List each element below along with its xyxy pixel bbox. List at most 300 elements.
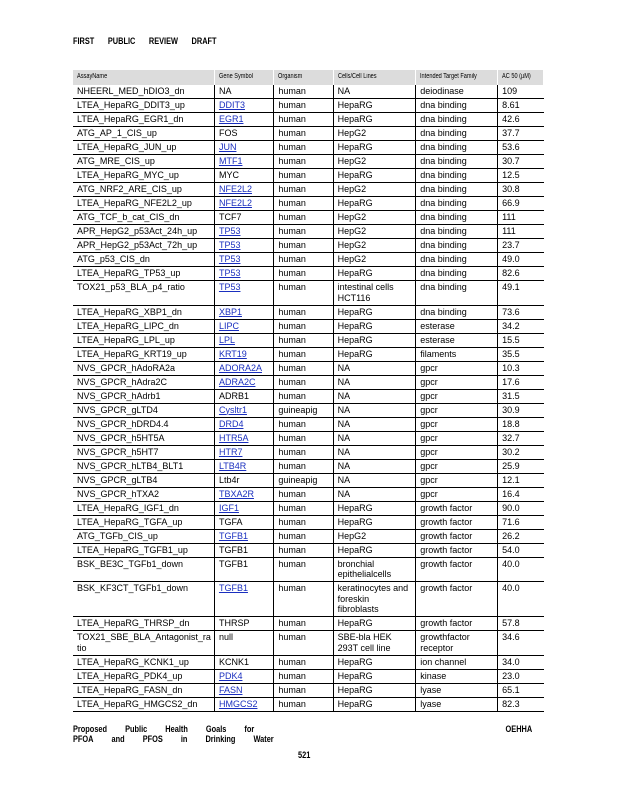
cell-gene-symbol[interactable]: TP53: [218, 240, 241, 250]
cell-gene-symbol[interactable]: TP53: [218, 226, 241, 236]
cell-assay-name: LTEA_HepaRG_LPL_up: [77, 334, 175, 345]
cell-target-family: dna binding: [420, 226, 467, 236]
cell-ac50: 12.1: [502, 474, 520, 485]
cell-gene-symbol[interactable]: DRD4: [218, 418, 244, 429]
cell-ac50: 16.4: [502, 488, 520, 499]
table-row: [73, 253, 544, 267]
cell-organism: human: [278, 446, 306, 457]
cell-gene-symbol[interactable]: MTF1: [218, 156, 243, 166]
col-ac50: AC 50 (µM): [498, 70, 544, 85]
cell-target-family: dna binding: [420, 240, 467, 250]
draft-header: [73, 36, 228, 46]
cell-target-family: dna binding: [420, 254, 467, 264]
cell-organism: human: [278, 530, 306, 541]
table-row: [73, 543, 544, 557]
cell-gene-symbol[interactable]: NFE2L2: [218, 184, 252, 194]
cell-assay-name: LTEA_HepaRG_TGFA_up: [77, 516, 183, 527]
cell-gene-symbol[interactable]: DDIT3: [218, 100, 245, 110]
cell-cells: HepG2: [337, 156, 367, 166]
cell-cells: NA: [337, 474, 351, 485]
cell-organism: human: [278, 632, 306, 642]
cell-cells: HepaRG: [337, 334, 373, 345]
table-row: [73, 197, 544, 211]
cell-assay-name: NVS_GPCR_hTXA2: [77, 488, 160, 499]
table-row: [73, 183, 544, 197]
footer-title-line2: PFOA and PFOS in Drinking Water: [73, 734, 274, 744]
cell-cells: NA: [337, 460, 351, 471]
cell-target-family: growth factor: [420, 544, 473, 555]
cell-organism: human: [278, 184, 306, 194]
cell-gene-symbol[interactable]: TBXA2R: [218, 488, 254, 499]
assay-table: [73, 70, 544, 712]
cell-target-family: dna binding: [420, 170, 467, 180]
cell-cells: HepG2: [337, 240, 367, 250]
table-row: [73, 85, 544, 99]
cell-assay-name: LTEA_HepaRG_FASN_dn: [77, 684, 183, 695]
table-row: [73, 141, 544, 155]
cell-ac50: 53.6: [502, 142, 520, 152]
cell-ac50: 57.8: [502, 618, 520, 628]
cell-ac50: 31.5: [502, 390, 520, 401]
cell-cells: bronchial epithelialcells: [337, 558, 392, 579]
cell-ac50: 37.7: [502, 128, 520, 138]
table-row: [73, 211, 544, 225]
cell-organism: human: [278, 156, 306, 166]
cell-assay-name: BSK_KF3CT_TGFb1_down: [77, 583, 189, 593]
cell-organism: human: [278, 268, 306, 278]
cell-organism: human: [278, 128, 306, 138]
cell-target-family: deiodinase: [420, 86, 464, 96]
cell-ac50: 30.7: [502, 156, 520, 166]
cell-organism: human: [278, 306, 306, 317]
cell-ac50: 35.5: [502, 348, 520, 359]
cell-target-family: gpcr: [420, 446, 438, 457]
cell-ac50: 109: [502, 86, 518, 96]
page-number: 521: [298, 750, 311, 760]
cell-ac50: 34.0: [502, 656, 520, 667]
cell-assay-name: NVS_GPCR_hAdra2C: [77, 376, 168, 387]
cell-target-family: dna binding: [420, 198, 467, 208]
table-row: [73, 347, 544, 361]
cell-gene-symbol[interactable]: NFE2L2: [218, 198, 252, 208]
col-target-family: Intended Target Family: [416, 70, 498, 85]
cell-target-family: growth factor: [420, 502, 473, 513]
cell-target-family: growth factor: [420, 516, 473, 527]
cell-assay-name: LTEA_HepaRG_KCNK1_up: [77, 656, 189, 667]
cell-ac50: 8.61: [502, 100, 520, 110]
cell-target-family: dna binding: [420, 184, 467, 194]
cell-organism: human: [278, 390, 306, 401]
cell-assay-name: ATG_TGFb_CIS_up: [77, 530, 158, 541]
cell-assay-name: NVS_GPCR_hDRD4.4: [77, 418, 169, 429]
cell-organism: human: [278, 170, 306, 180]
cell-gene-symbol: Ltb4r: [218, 474, 240, 485]
cell-ac50: 65.1: [502, 684, 520, 695]
footer: [73, 724, 533, 744]
cell-organism: human: [278, 656, 306, 667]
cell-cells: HepaRG: [337, 618, 373, 628]
table-row: [73, 631, 544, 656]
cell-cells: NA: [337, 390, 351, 401]
cell-organism: guineapig: [278, 404, 318, 415]
cell-ac50: 12.5: [502, 170, 520, 180]
cell-target-family: dna binding: [420, 156, 467, 166]
cell-cells: HepaRG: [337, 268, 373, 278]
table-row: [73, 361, 544, 375]
cell-target-family: gpcr: [420, 362, 438, 373]
cell-gene-symbol[interactable]: HTR7: [218, 446, 243, 457]
cell-assay-name: NVS_GPCR_h5HT7: [77, 446, 159, 457]
cell-target-family: gpcr: [420, 474, 438, 485]
table-row: [73, 333, 544, 347]
table-row: [73, 99, 544, 113]
cell-assay-name: NVS_GPCR_h5HT5A: [77, 432, 165, 443]
cell-ac50: 49.0: [502, 254, 520, 264]
table-row: [73, 225, 544, 239]
table-row: [73, 557, 544, 582]
cell-ac50: 111: [502, 212, 516, 222]
cell-cells: NA: [337, 432, 351, 443]
table-row: [73, 305, 544, 319]
cell-target-family: dna binding: [420, 142, 467, 152]
cell-assay-name: TOX21_SBE_BLA_Antagonist_ratio: [77, 632, 211, 653]
cell-organism: human: [278, 684, 306, 695]
cell-assay-name: NVS_GPCR_gLTD4: [77, 404, 158, 415]
cell-organism: human: [278, 212, 306, 222]
cell-cells: NA: [337, 446, 351, 457]
table-row: [73, 487, 544, 501]
cell-organism: human: [278, 86, 306, 96]
cell-gene-symbol[interactable]: PDK4: [218, 670, 243, 681]
cell-organism: human: [278, 334, 306, 345]
cell-organism: human: [278, 362, 306, 373]
table-row: [73, 417, 544, 431]
cell-organism: human: [278, 240, 306, 250]
cell-organism: human: [278, 460, 306, 471]
cell-assay-name: LTEA_HepaRG_DDIT3_up: [77, 100, 185, 110]
table-row: [73, 617, 544, 631]
cell-target-family: esterase: [420, 334, 455, 345]
cell-gene-symbol[interactable]: ADORA2A: [218, 362, 262, 373]
cell-assay-name: LTEA_HepaRG_NFE2L2_up: [77, 198, 192, 208]
cell-cells: HepaRG: [337, 516, 373, 527]
cell-organism: human: [278, 488, 306, 499]
cell-cells: HepaRG: [337, 670, 373, 681]
table-row: [73, 501, 544, 515]
cell-gene-symbol[interactable]: Cysltr1: [218, 404, 247, 415]
table-body: [73, 85, 544, 711]
cell-ac50: 66.9: [502, 198, 520, 208]
cell-organism: human: [278, 670, 306, 681]
cell-ac50: 23.0: [502, 670, 520, 681]
cell-gene-symbol[interactable]: EGR1: [218, 114, 244, 124]
cell-gene-symbol: null: [218, 632, 233, 642]
cell-organism: human: [278, 698, 306, 709]
cell-assay-name: LTEA_HepaRG_EGR1_dn: [77, 114, 184, 124]
cell-target-family: gpcr: [420, 460, 438, 471]
cell-ac50: 54.0: [502, 544, 520, 555]
table-row: [73, 127, 544, 141]
cell-organism: human: [278, 100, 306, 110]
cell-target-family: lyase: [420, 698, 442, 709]
cell-assay-name: NVS_GPCR_hAdrb1: [77, 390, 161, 401]
cell-assay-name: ATG_MRE_CIS_up: [77, 156, 155, 166]
cell-assay-name: LTEA_HepaRG_IGF1_dn: [77, 502, 179, 513]
cell-assay-name: BSK_BE3C_TGFb1_down: [77, 558, 184, 569]
cell-ac50: 34.2: [502, 320, 520, 331]
cell-assay-name: TOX21_p53_BLA_p4_ratio: [77, 282, 185, 292]
table-row: [73, 669, 544, 683]
cell-cells: intestinal cells HCT116: [337, 282, 394, 303]
cell-cells: HepaRG: [337, 684, 373, 695]
table-row: [73, 515, 544, 529]
cell-ac50: 73.6: [502, 306, 520, 317]
cell-cells: HepaRG: [337, 100, 373, 110]
cell-assay-name: LTEA_HepaRG_TP53_up: [77, 268, 181, 278]
cell-cells: NA: [337, 376, 351, 387]
cell-ac50: 49.1: [502, 282, 520, 292]
cell-gene-symbol[interactable]: TP53: [218, 254, 241, 264]
header-word: REVIEW: [148, 36, 178, 46]
cell-organism: human: [278, 516, 306, 527]
cell-ac50: 10.3: [502, 362, 520, 373]
cell-cells: NA: [337, 362, 351, 373]
cell-ac50: 15.5: [502, 334, 520, 345]
cell-target-family: growth factor: [420, 583, 473, 593]
cell-gene-symbol[interactable]: TGFB1: [218, 530, 248, 541]
cell-assay-name: ATG_AP_1_CIS_up: [77, 128, 157, 138]
cell-ac50: 71.6: [502, 516, 520, 527]
cell-target-family: gpcr: [420, 432, 438, 443]
cell-ac50: 17.6: [502, 376, 520, 387]
table-row: [73, 445, 544, 459]
table-row: [73, 582, 544, 617]
table-row: [73, 239, 544, 253]
cell-gene-symbol[interactable]: TGFB1: [218, 583, 248, 593]
cell-ac50: 82.6: [502, 268, 520, 278]
cell-gene-symbol: MYC: [218, 170, 239, 180]
cell-gene-symbol[interactable]: IGF1: [218, 502, 239, 513]
cell-cells: SBE-bla HEK 293T cell line: [337, 632, 392, 653]
cell-gene-symbol[interactable]: HMGCS2: [218, 698, 258, 709]
cell-assay-name: ATG_NRF2_ARE_CIS_up: [77, 184, 182, 194]
footer-org: OEHHA: [505, 724, 533, 734]
cell-assay-name: ATG_TCF_b_cat_CIS_dn: [77, 212, 180, 222]
cell-cells: HepaRG: [337, 114, 373, 124]
cell-gene-symbol[interactable]: ADRA2C: [218, 376, 256, 387]
cell-organism: human: [278, 254, 306, 264]
cell-gene-symbol[interactable]: TP53: [218, 268, 241, 278]
cell-organism: human: [278, 320, 306, 331]
cell-cells: HepaRG: [337, 698, 373, 709]
cell-cells: NA: [337, 418, 351, 429]
cell-ac50: 26.2: [502, 530, 520, 541]
cell-gene-symbol: NA: [218, 86, 232, 96]
cell-assay-name: APR_HepG2_p53Act_24h_up: [77, 226, 198, 236]
cell-cells: HepG2: [337, 254, 367, 264]
table-row: [73, 459, 544, 473]
col-cells: Cells/Cell Lines: [333, 70, 416, 85]
cell-gene-symbol: ADRB1: [218, 390, 249, 401]
cell-gene-symbol[interactable]: LPL: [218, 334, 235, 345]
cell-target-family: growth factor: [420, 530, 473, 541]
table-row: [73, 319, 544, 333]
cell-assay-name: ATG_p53_CIS_dn: [77, 254, 150, 264]
cell-cells: NA: [337, 404, 351, 415]
cell-target-family: kinase: [420, 670, 447, 681]
table-row: [73, 683, 544, 697]
table-row: [73, 113, 544, 127]
cell-target-family: esterase: [420, 320, 455, 331]
cell-cells: HepG2: [337, 128, 367, 138]
cell-assay-name: LTEA_HepaRG_THRSP_dn: [77, 618, 190, 628]
cell-ac50: 25.9: [502, 460, 520, 471]
cell-organism: human: [278, 558, 306, 569]
cell-assay-name: NHEERL_MED_hDIO3_dn: [77, 86, 185, 96]
cell-gene-symbol: TGFB1: [218, 544, 248, 555]
table-row: [73, 431, 544, 445]
cell-assay-name: LTEA_HepaRG_XBP1_dn: [77, 306, 182, 317]
cell-target-family: gpcr: [420, 404, 438, 415]
cell-assay-name: NVS_GPCR_hAdoRA2a: [77, 362, 176, 373]
cell-gene-symbol: TGFB1: [218, 558, 248, 569]
header-word: PUBLIC: [107, 36, 136, 46]
cell-cells: HepaRG: [337, 544, 373, 555]
cell-cells: HepaRG: [337, 348, 373, 359]
cell-target-family: growth factor: [420, 618, 473, 628]
cell-cells: HepaRG: [337, 320, 373, 331]
cell-assay-name: LTEA_HepaRG_TGFB1_up: [77, 544, 188, 555]
table-row: [73, 267, 544, 281]
cell-organism: human: [278, 418, 306, 429]
cell-target-family: dna binding: [420, 128, 467, 138]
cell-cells: HepaRG: [337, 198, 373, 208]
cell-target-family: gpcr: [420, 376, 438, 387]
table-row: [73, 389, 544, 403]
cell-cells: NA: [337, 86, 351, 96]
col-gene-symbol: Gene Symbol: [214, 70, 273, 85]
cell-gene-symbol[interactable]: TP53: [218, 282, 241, 292]
cell-ac50: 23.7: [502, 240, 520, 250]
cell-gene-symbol: KCNK1: [218, 656, 249, 667]
col-assay-name: AssayName: [73, 70, 214, 85]
header-word: DRAFT: [191, 36, 217, 46]
cell-target-family: gpcr: [420, 418, 438, 429]
header-word: FIRST: [73, 36, 95, 46]
cell-organism: human: [278, 618, 306, 628]
cell-cells: HepaRG: [337, 656, 373, 667]
cell-ac50: 30.9: [502, 404, 520, 415]
cell-target-family: gpcr: [420, 390, 438, 401]
cell-cells: keratinocytes and foreskin fibroblasts: [337, 583, 409, 614]
cell-organism: human: [278, 226, 306, 236]
cell-organism: guineapig: [278, 474, 318, 485]
cell-gene-symbol: FOS: [218, 128, 238, 138]
cell-organism: human: [278, 432, 306, 443]
cell-gene-symbol[interactable]: XBP1: [218, 306, 242, 317]
cell-cells: HepG2: [337, 226, 367, 236]
cell-organism: human: [278, 348, 306, 359]
cell-target-family: filaments: [420, 348, 457, 359]
cell-cells: HepaRG: [337, 502, 373, 513]
cell-gene-symbol[interactable]: JUN: [218, 142, 237, 152]
cell-target-family: dna binding: [420, 282, 467, 292]
table-header-row: [73, 70, 544, 85]
cell-ac50: 18.8: [502, 418, 520, 429]
cell-assay-name: LTEA_HepaRG_LIPC_dn: [77, 320, 179, 331]
table-row: [73, 375, 544, 389]
cell-assay-name: NVS_GPCR_hLTB4_BLT1: [77, 460, 184, 471]
cell-target-family: lyase: [420, 684, 442, 695]
cell-cells: HepG2: [337, 530, 367, 541]
cell-gene-symbol[interactable]: LIPC: [218, 320, 239, 331]
cell-cells: NA: [337, 488, 351, 499]
cell-ac50: 82.3: [502, 698, 520, 709]
cell-target-family: dna binding: [420, 268, 467, 278]
table-row: [73, 155, 544, 169]
cell-ac50: 30.2: [502, 446, 520, 457]
cell-assay-name: LTEA_HepaRG_HMGCS2_dn: [77, 698, 198, 709]
cell-organism: human: [278, 583, 306, 593]
cell-organism: human: [278, 376, 306, 387]
cell-gene-symbol: THRSP: [218, 618, 250, 628]
cell-target-family: ion channel: [420, 656, 467, 667]
cell-cells: HepaRG: [337, 142, 373, 152]
cell-cells: HepG2: [337, 212, 367, 222]
cell-assay-name: LTEA_HepaRG_MYC_up: [77, 170, 179, 180]
cell-cells: HepaRG: [337, 306, 373, 317]
cell-ac50: 30.8: [502, 184, 520, 194]
cell-assay-name: LTEA_HepaRG_KRT19_up: [77, 348, 187, 359]
cell-target-family: growthfactor receptor: [420, 632, 470, 653]
table-row: [73, 403, 544, 417]
cell-organism: human: [278, 114, 306, 124]
cell-organism: human: [278, 544, 306, 555]
cell-gene-symbol[interactable]: KRT19: [218, 348, 247, 359]
cell-organism: human: [278, 142, 306, 152]
cell-ac50: 34.6: [502, 632, 520, 642]
cell-target-family: dna binding: [420, 100, 467, 110]
cell-target-family: dna binding: [420, 212, 467, 222]
cell-gene-symbol[interactable]: FASN: [218, 684, 243, 695]
cell-ac50: 40.0: [502, 558, 520, 569]
cell-assay-name: LTEA_HepaRG_JUN_up: [77, 142, 177, 152]
footer-title-line1: Proposed Public Health Goals for: [73, 724, 255, 734]
cell-ac50: 90.0: [502, 502, 520, 513]
table-row: [73, 697, 544, 711]
cell-target-family: dna binding: [420, 306, 467, 317]
cell-organism: human: [278, 502, 306, 513]
cell-gene-symbol[interactable]: HTR5A: [218, 432, 249, 443]
cell-gene-symbol: TGFA: [218, 516, 243, 527]
cell-cells: HepG2: [337, 184, 367, 194]
table-row: [73, 281, 544, 306]
cell-gene-symbol[interactable]: LTB4R: [218, 460, 247, 471]
table-row: [73, 655, 544, 669]
cell-cells: HepaRG: [337, 170, 373, 180]
cell-ac50: 111: [502, 226, 516, 236]
cell-assay-name: APR_HepG2_p53Act_72h_up: [77, 240, 198, 250]
table-row: [73, 529, 544, 543]
col-organism: Organism: [274, 70, 333, 85]
cell-assay-name: LTEA_HepaRG_PDK4_up: [77, 670, 183, 681]
cell-organism: human: [278, 282, 306, 292]
cell-ac50: 40.0: [502, 583, 520, 593]
cell-target-family: dna binding: [420, 114, 467, 124]
cell-target-family: gpcr: [420, 488, 438, 499]
cell-ac50: 42.6: [502, 114, 520, 124]
cell-ac50: 32.7: [502, 432, 520, 443]
